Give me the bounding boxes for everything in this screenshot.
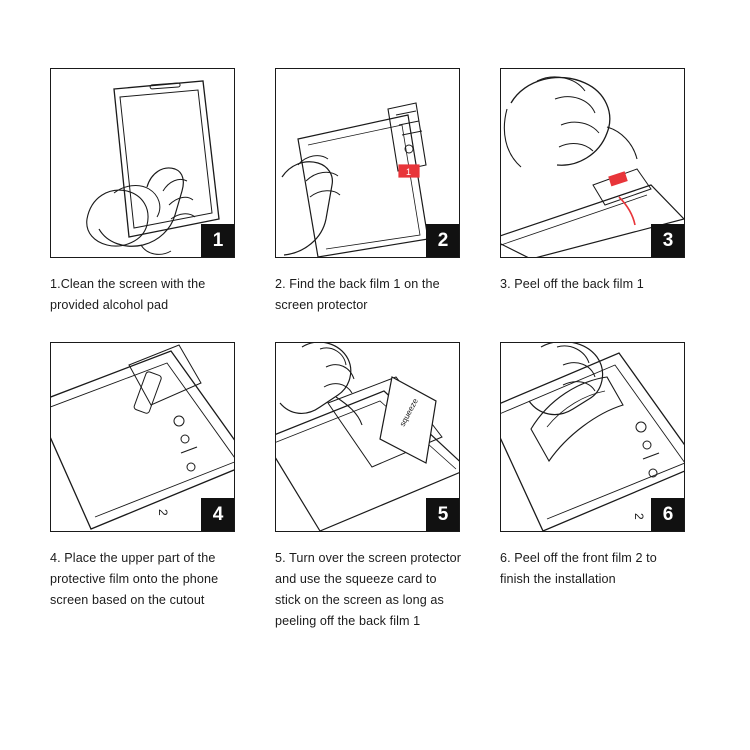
- svg-text:2: 2: [632, 513, 646, 520]
- svg-text:squeeze: squeeze: [397, 397, 420, 428]
- step-caption-6: 6. Peel off the front film 2 to finish the installation: [500, 551, 657, 586]
- grid-gap: [235, 342, 275, 532]
- step-badge-1: 1: [201, 224, 235, 258]
- grid-gap: [460, 258, 500, 316]
- step-badge-5: 5: [426, 498, 460, 532]
- row-spacer: [235, 316, 275, 342]
- step-caption-3: 3. Peel off the back film 1: [500, 277, 644, 291]
- step-panel-3: [500, 68, 685, 258]
- grid-gap: [460, 342, 500, 532]
- grid-gap: [235, 68, 275, 258]
- step-badge-2: 2: [426, 224, 460, 258]
- step-panel-1: [50, 68, 235, 258]
- grid-gap: [235, 532, 275, 632]
- row-spacer: [500, 316, 685, 342]
- step-badge-4: 4: [201, 498, 235, 532]
- step-panel-4: [50, 342, 235, 532]
- svg-text:1: 1: [406, 167, 412, 177]
- step-caption-4: 4. Place the upper part of the protective film onto the phone screen based on the cutout: [50, 551, 219, 607]
- step-panel-6: [500, 342, 685, 532]
- step-panel-2: [275, 68, 460, 258]
- grid-gap: [460, 532, 500, 632]
- grid-gap: [460, 68, 500, 258]
- step-badge-6: 6: [651, 498, 685, 532]
- row-spacer: [50, 316, 235, 342]
- svg-text:2: 2: [156, 509, 170, 516]
- step-caption-2: 2. Find the back film 1 on the screen protector: [275, 277, 440, 312]
- grid-gap: [235, 258, 275, 316]
- step-panel-5: [275, 342, 460, 532]
- row-spacer: [275, 316, 460, 342]
- step-badge-3: 3: [651, 224, 685, 258]
- steps-grid: [50, 68, 700, 632]
- row-spacer: [460, 316, 500, 342]
- step-caption-5: 5. Turn over the screen protector and use the squeeze card to stick on the screen as long as peeling off the back film 1: [275, 551, 462, 628]
- step-caption-1: 1.Clean the screen with the provided alcohol pad: [50, 277, 206, 312]
